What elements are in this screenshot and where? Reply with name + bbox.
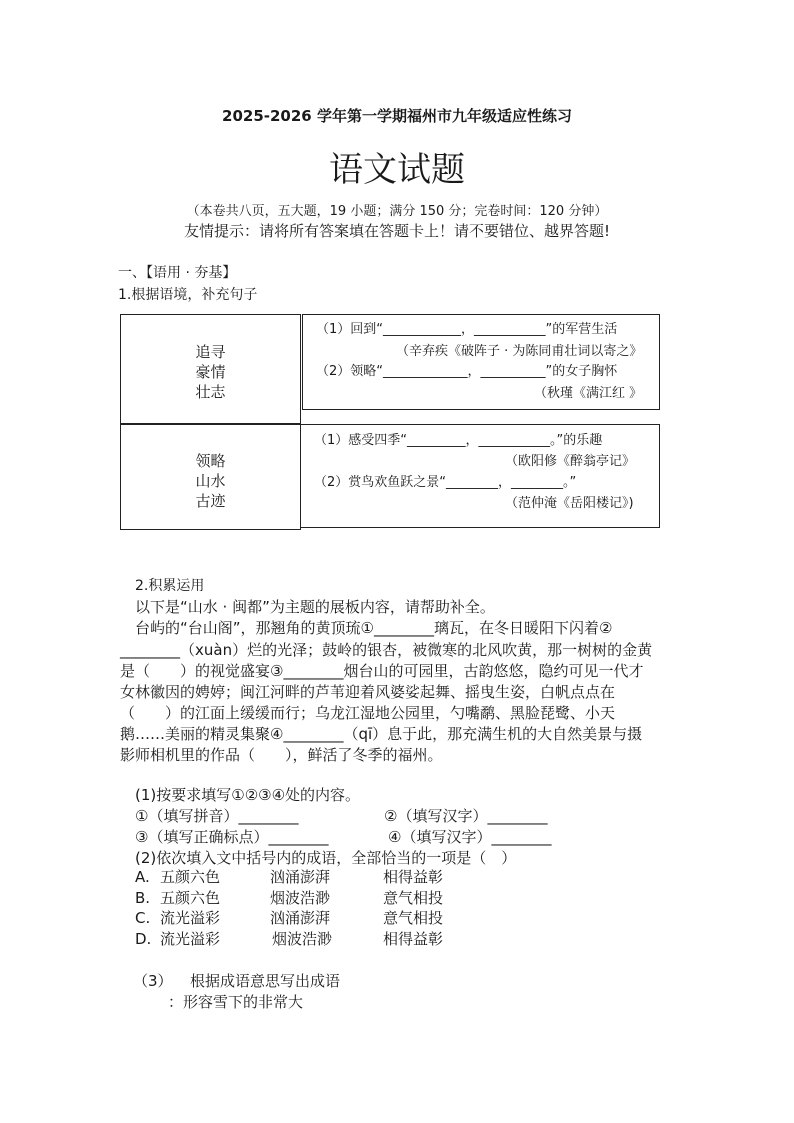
friendly-tip: 友情提示：请将所有答案填在答题卡上！请不要错位、越界答题!	[183, 222, 611, 240]
option-letter: B.	[135, 889, 151, 907]
theme-word: 古迹	[195, 492, 226, 510]
passage-line: 是（ ）的视觉盛宴③________烟台山的可园里，古韵悠悠，隐约可见一代才	[120, 662, 644, 680]
option-idiom: 汹涌澎湃	[270, 909, 331, 927]
sub1-item-4: ④（填写汉字）________	[388, 828, 552, 846]
option-idiom: 烟波浩渺	[270, 889, 331, 907]
row2-source-2: （范仲淹《岳阳楼记》)	[505, 496, 634, 511]
option-idiom: 五颜六色	[160, 868, 221, 886]
sub3-number: （3）	[133, 972, 173, 990]
row1-themes	[120, 342, 301, 402]
sub3-item: ：形容雪下的非常大	[168, 993, 304, 1011]
sub2-prompt: (2)依次填入文中括号内的成语，全部恰当的一项是（ ）	[135, 849, 517, 867]
option-idiom: 意气相投	[383, 889, 444, 907]
passage-line: ________（xuàn）烂的光泽；鼓岭的银杏，被微寒的北风吹黄，那一树树的金黄	[120, 641, 653, 659]
theme-word: 豪情	[195, 363, 226, 381]
exam-title: 2025-2026 学年第一学期福州市九年级适应性练习	[222, 107, 572, 125]
section-heading: 一、【语用 · 夯基】	[118, 265, 237, 281]
sub1-prompt: (1)按要求填写①②③④处的内容。	[135, 786, 361, 804]
option-idiom: 相得益彰	[383, 868, 444, 886]
question-1-label: 1.根据语境，补充句子	[118, 287, 258, 303]
exam-info: （本卷共八页，五大题，19 小题；满分 150 分；完卷时间：120 分钟）	[186, 204, 608, 219]
row1-source-1: （辛弃疾《破阵子 · 为陈同甫壮词以寄之》	[396, 344, 643, 359]
subject-title: 语文试题	[329, 150, 465, 190]
passage-line: 台屿的“台山阁”，那翘角的黄顶琉①________璃瓦，在冬日暖阳下闪着②	[135, 619, 613, 637]
option-letter: D.	[135, 930, 152, 948]
theme-word: 壮志	[195, 383, 226, 401]
option-idiom: 相得益彰	[383, 930, 444, 948]
sub1-item-1: ①（填写拼音）________	[135, 807, 299, 825]
option-idiom: 汹涌澎湃	[270, 868, 331, 886]
sub3-prompt: 根据成语意思写出成语	[190, 972, 341, 990]
passage-line: 影师相机里的作品（ ），鲜活了冬季的福州。	[120, 746, 443, 764]
row1-blank-1: （1）回到“____________，___________”的军营生活	[316, 322, 618, 337]
question-2-intro: 以下是“山水 · 闽都”为主题的展板内容，请帮助补全。	[135, 598, 495, 616]
row2-blank-1: （1）感受四季“_________，___________。”的乐趣	[314, 433, 603, 448]
option-idiom: 烟波浩渺	[272, 930, 333, 948]
row2-blank-2: （2）赏鸟欢鱼跃之景“________，________。”	[314, 475, 577, 490]
row2-themes	[120, 451, 301, 511]
passage-line: 女林徽因的娉婷；闽江河畔的芦苇迎着风婆娑起舞、摇曳生姿，白帆点点在	[120, 683, 616, 701]
option-idiom: 流光溢彩	[160, 930, 221, 948]
option-idiom: 流光溢彩	[160, 909, 221, 927]
option-letter: A.	[135, 868, 150, 886]
sub1-item-3: ③（填写正确标点）________	[135, 828, 329, 846]
option-idiom: 意气相投	[383, 909, 444, 927]
row1-blank-2: （2）领略“_____________，__________”的女子胸怀	[316, 364, 618, 379]
passage-line: （ ）的江面上缓缓而行；乌龙江湿地公园里，勺嘴鹬、黑脸琵鹭、小天	[120, 704, 616, 722]
theme-word: 追寻	[195, 343, 226, 361]
option-letter: C.	[135, 909, 151, 927]
question-2-label: 2.积累运用	[135, 578, 205, 594]
row1-source-2: （秋瑾《满江红 》	[534, 386, 643, 401]
passage-line: 鹅……美丽的精灵集聚④________（qī）息于此，那充满生机的大自然美景与摄	[120, 725, 643, 743]
option-idiom: 五颜六色	[160, 889, 221, 907]
theme-word: 山水	[195, 472, 226, 490]
theme-word: 领略	[195, 452, 226, 470]
sub1-item-2: ②（填写汉字）________	[384, 807, 548, 825]
row2-source-1: （欧阳修《醉翁亭记》	[505, 454, 636, 469]
